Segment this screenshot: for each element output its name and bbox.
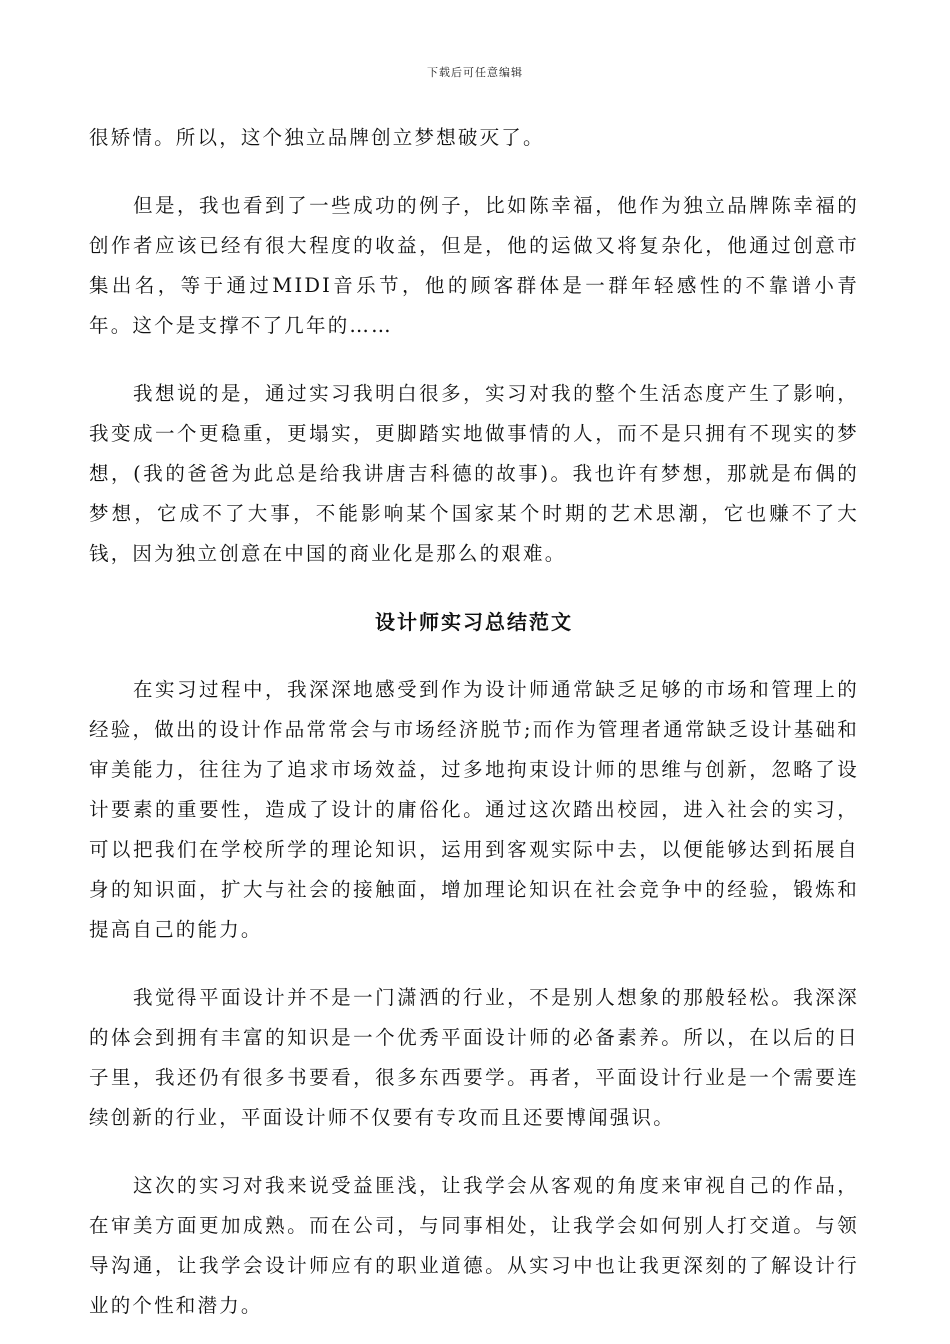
- paragraph-gap: [89, 574, 859, 602]
- paragraph: 我觉得平面设计并不是一门潇洒的行业，不是别人想象的那般轻松。我深深的体会到拥有丰富的知识是一个优秀平面设计师的必备素养。所以，在以后的日子里，我还仍有很多书要看，很多东西要学。再者，平面设计行业是一个需要连续创新的行业，平面设计师不仅要有专攻而且还要博闻强识。: [89, 986, 859, 1129]
- paragraph: 这次的实习对我来说受益匪浅，让我学会从客观的角度来审视自己的作品，在审美方面更加成熟。而在公司，与同事相处，让我学会如何别人打交道。与领导沟通，让我学会设计师应有的职业道德。从实习中也让我更深刻的了解设计行业的个性和潜力。: [89, 1174, 859, 1317]
- paragraph-gap: [89, 1138, 859, 1166]
- paragraph: 在实习过程中，我深深地感受到作为设计师通常缺乏足够的市场和管理上的经验，做出的设计作品常常会与市场经济脱节;而作为管理者通常缺乏设计基础和审美能力，往往为了追求市场效益，过多地拘束设计师的思维与创新，忽略了设计要素的重要性，造成了设计的庸俗化。通过这次踏出校园，进入社会的实习，可以把我们在学校所学的理论知识，运用到客观实际中去，以便能够达到拓展自身的知识面，扩大与社会的接触面，增加理论知识在社会竞争中的经验，锻炼和提高自己的能力。: [89, 678, 859, 941]
- paragraph: 我想说的是，通过实习我明白很多，实习对我的整个生活态度产生了影响，我变成一个更稳重，更塌实，更脚踏实地做事情的人，而不是只拥有不现实的梦想，(我的爸爸为此总是给我讲唐吉科德的故事)。我也许有梦想，那就是布偶的梦想，它成不了大事，不能影响某个国家某个时期的艺术思潮，它也赚不了大钱，因为独立创意在中国的商业化是那么的艰难。: [89, 382, 859, 565]
- paragraph-continued: 很矫情。所以，这个独立品牌创立梦想破灭了。: [89, 126, 545, 149]
- document-body: [89, 118, 859, 1326]
- paragraph: 但是，我也看到了一些成功的例子，比如陈幸福，他作为独立品牌陈幸福的创作者应该已经有很大程度的收益，但是，他的运做又将复杂化，他通过创意市集出名，等于通过MIDI音乐节，他的顾客群体是一群年轻感性的不靠谱小青年。这个是支撑不了几年的……: [89, 194, 859, 337]
- page-header: 下载后可任意编辑: [427, 66, 523, 79]
- paragraph-gap: [89, 950, 859, 978]
- paragraph-gap: [89, 642, 859, 670]
- paragraph-gap: [89, 158, 859, 186]
- section-title: 设计师实习总结范文: [375, 610, 573, 634]
- paragraph-gap: [89, 346, 859, 374]
